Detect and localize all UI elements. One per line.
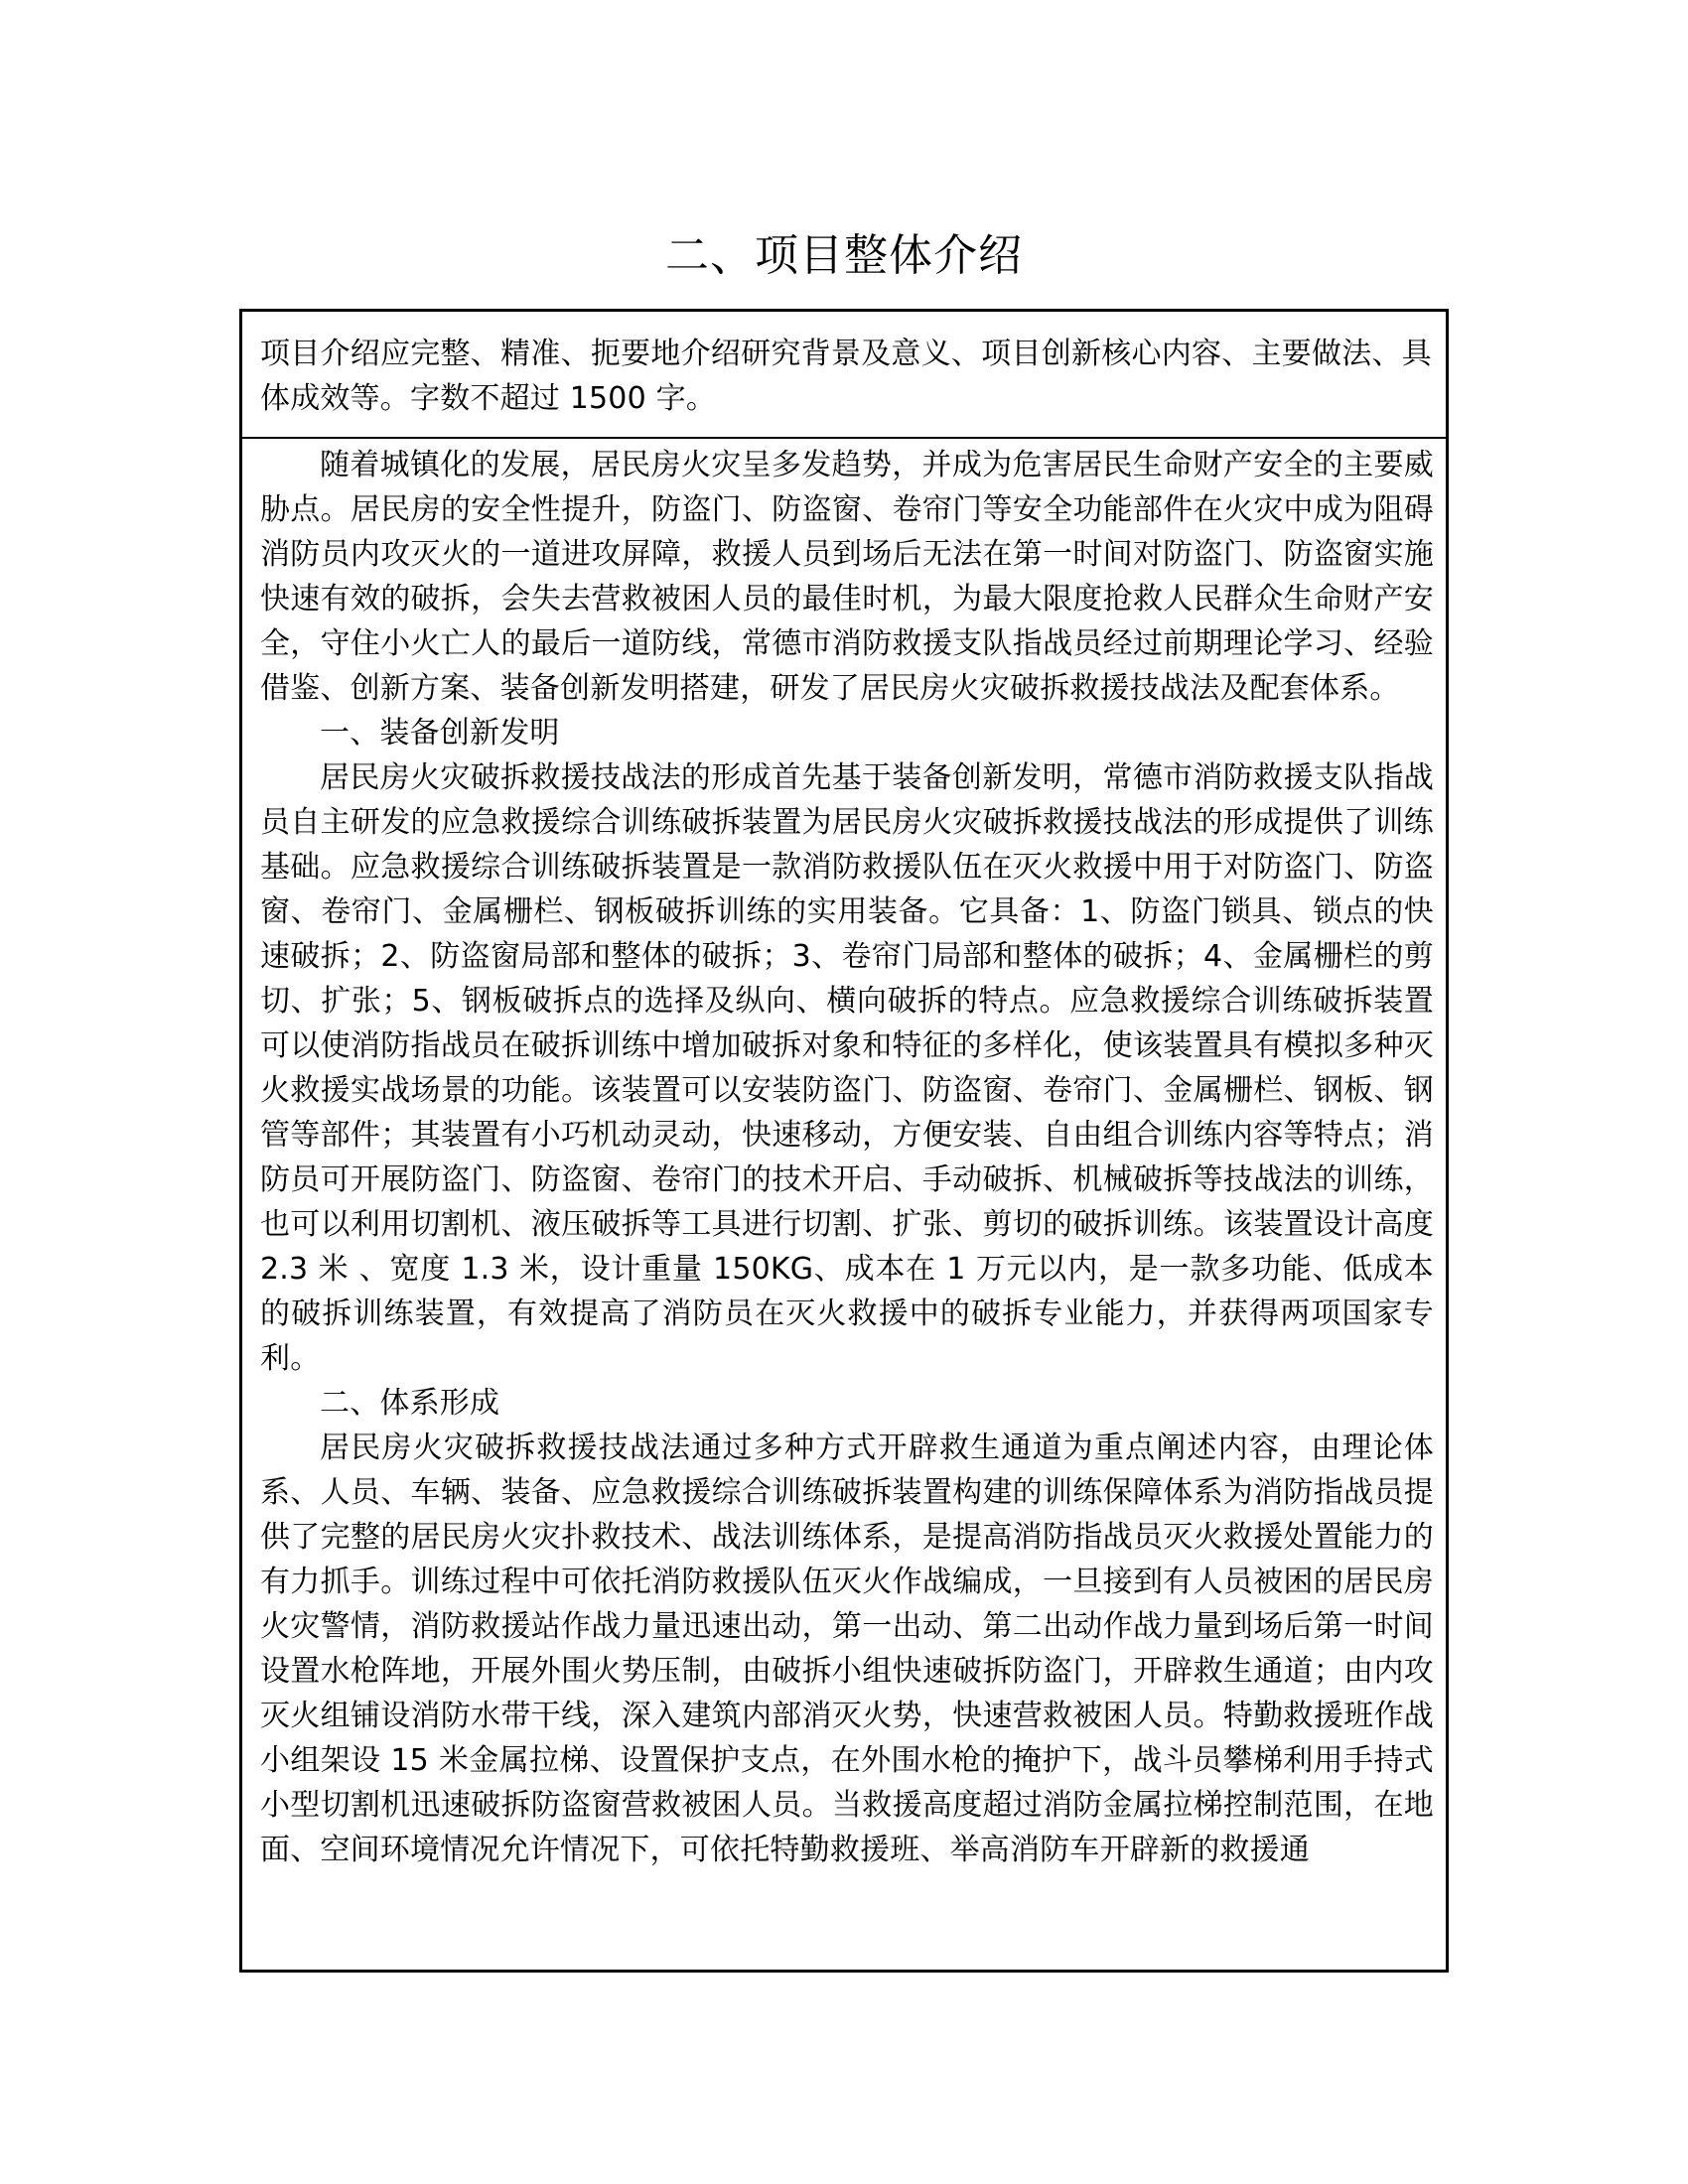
section-heading-equipment-innovation: 一、装备创新发明 bbox=[320, 716, 560, 751]
section-heading-system-formation: 二、体系形成 bbox=[320, 1386, 500, 1421]
instruction-cell bbox=[242, 312, 1446, 439]
content-cell bbox=[242, 439, 1446, 1970]
project-intro-table bbox=[239, 309, 1449, 1973]
paragraph-background: 随着城镇化的发展，居民房火灾呈多发趋势，并成为危害居民生命财产安全的主要威胁点。居民房的安全性提升，防盗门、防盗窗、卷帘门等安全功能部件在火灾中成为阻碍消防员内攻灭火的一道进攻屏障，救援人员到场后无法在第一时间对防盗门、防盗窗实施快速有效的破拆，会失去营救被困人员的最佳时机，为最大限度抢救人民群众生命财产安全，守住小火亡人的最后一道防线，常德市消防救援支队指战员经过前期理论学习、经验借鉴、创新方案、装备创新发明搭建，研发了居民房火灾破拆救援技战法及配套体系。 bbox=[260, 448, 1434, 706]
instruction-text: 项目介绍应完整、精准、扼要地介绍研究背景及意义、项目创新核心内容、主要做法、具体成效等。字数不超过 1500 字。 bbox=[260, 337, 1432, 416]
paragraph-system-formation: 居民房火灾破拆救援技战法通过多种方式开辟救生通道为重点阐述内容，由理论体系、人员、车辆、装备、应急救援综合训练破拆装置构建的训练保障体系为消防指战员提供了完整的居民房火灾扑救技术、战法训练体系，是提高消防指战员灭火救援处置能力的有力抓手。训练过程中可依托消防救援队伍灭火作战编成，一旦接到有人员被困的居民房火灾警情，消防救援站作战力量迅速出动，第一出动、第二出动作战力量到场后第一时间设置水枪阵地，开展外围火势压制，由破拆小组快速破拆防盗门，开辟救生通道；由内攻灭火组铺设消防水带干线，深入建筑内部消灭火势，快速营救被困人员。特勤救援班作战小组架设 15 米金属拉梯、设置保护支点，在外围水枪的掩护下，战斗员攀梯利用手持式小型切割机迅速破拆防盗窗营救被困人员。当救援高度超过消防金属拉梯控制范围，在地面、空间环境情况允许情况下，可依托特勤救援班、举高消防车开辟新的救援通 bbox=[260, 1431, 1434, 1867]
page-title: 二、项目整体介绍 bbox=[665, 230, 1023, 281]
paragraph-equipment-innovation: 居民房火灾破拆救援技战法的形成首先基于装备创新发明，常德市消防救援支队指战员自主研发的应急救援综合训练破拆装置为居民房火灾破拆救援技战法的形成提供了训练基础。应急救援综合训练破拆装置是一款消防救援队伍在灭火救援中用于对防盗门、防盗窗、卷帘门、金属栅栏、钢板破拆训练的实用装备。它具备：1、防盗门锁具、锁点的快速破拆；2、防盗窗局部和整体的破拆；3、卷帘门局部和整体的破拆；4、金属栅栏的剪切、扩张；5、钢板破拆点的选择及纵向、横向破拆的特点。应急救援综合训练破拆装置可以使消防指战员在破拆训练中增加破拆对象和特征的多样化，使该装置具有模拟多种灭火救援实战场景的功能。该装置可以安装防盗门、防盗窗、卷帘门、金属栅栏、钢板、钢管等部件；其装置有小巧机动灵动，快速移动，方便安装、自由组合训练内容等特点；消防员可开展防盗门、防盗窗、卷帘门的技术开启、手动破拆、机械破拆等技战法的训练，也可以利用切割机、液压破拆等工具进行切割、扩张、剪切的破拆训练。该装置设计高度 2.3 米 、宽度 1.3 米，设计重量 150KG、成本在 1 万元以内，是一款多功能、低成本的破拆训练装置，有效提高了消防员在灭火救援中的破拆专业能力，并获得两项国家专利。 bbox=[260, 760, 1434, 1376]
